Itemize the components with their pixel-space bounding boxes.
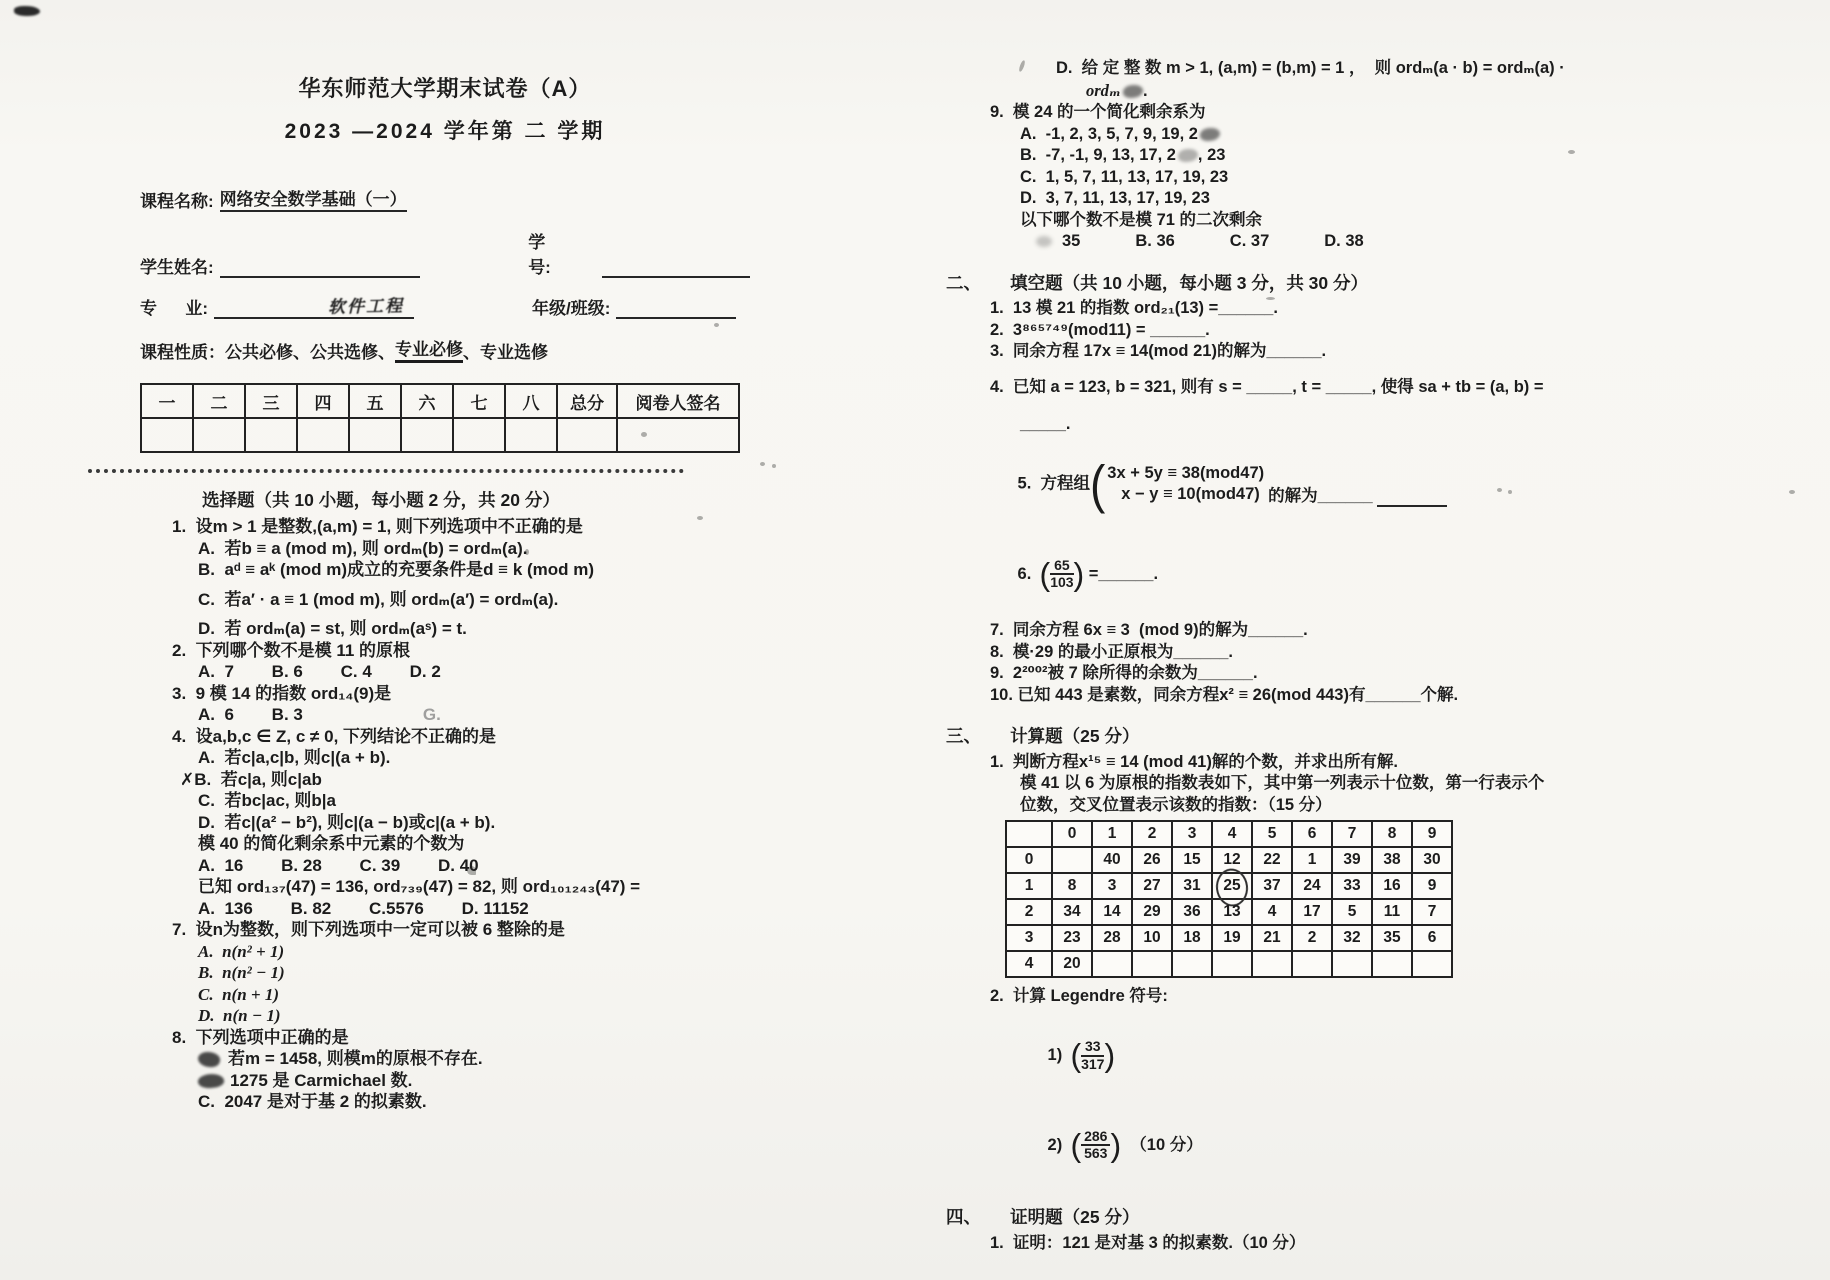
calc-q1-line3: 位数，交叉位置表示该数的指数：（15 分） bbox=[1020, 795, 1332, 814]
fraction-numerator: 286 bbox=[1081, 1129, 1110, 1146]
congruence-system bbox=[1089, 454, 1447, 514]
legendre-fraction-2 bbox=[1081, 1129, 1110, 1162]
right-column bbox=[878, 58, 1708, 1254]
choice-q1-option-b: B. aᵈ ≡ aᵏ (mod m)成立的充要条件是d ≡ k (mod m) bbox=[198, 560, 595, 579]
major-handwritten-value: 软件工程 bbox=[327, 296, 405, 317]
handwriting-scribble bbox=[197, 1072, 225, 1089]
choice-q8d-line2-period: . bbox=[1142, 81, 1148, 100]
choice-q10-options bbox=[878, 231, 1708, 253]
choice-q9: 9. 模 24 的一个简化剩余系为 bbox=[990, 103, 1206, 121]
choice-q4-option-b: ✗B. 若c|a, 则c|ab bbox=[180, 769, 322, 789]
handwriting-smudge bbox=[1200, 128, 1220, 141]
handwriting-scribble bbox=[197, 1050, 222, 1070]
erased-option-letter bbox=[1036, 236, 1052, 247]
index-table-cell: 22 bbox=[1252, 847, 1292, 873]
fill-q4-line2: _____. bbox=[1020, 415, 1071, 433]
fill-q8: 8. 模·29 的最小正原根为______. bbox=[990, 642, 1234, 661]
index-table-cell: 6 bbox=[1292, 821, 1332, 847]
choice-q9-option-b bbox=[878, 145, 1708, 167]
index-table-cell: 7 bbox=[1412, 899, 1452, 925]
score-table bbox=[140, 383, 740, 453]
index-table-cell: 38 bbox=[1372, 847, 1412, 873]
calc-q2-item2 bbox=[878, 1108, 1708, 1184]
choice-q7-option-a: A. n(n² + 1) bbox=[198, 941, 285, 961]
calc-q1-line2: 模 41 以 6 为原根的指数表如下，其中第一列表示十位数，第一行表示个 bbox=[1020, 774, 1545, 793]
choice-q8-option-a bbox=[140, 1048, 750, 1070]
grade-class-label: 年级/班级: bbox=[532, 299, 611, 318]
choice-q3-options-text: A. 6 B. 3 bbox=[198, 705, 303, 724]
choice-q6: 已知 ord₁₃₇(47) = 136, ord₇₃₉(47) = 82, 则 ord₁₀₁₂₄₃(47) = bbox=[198, 877, 641, 896]
index-table-cell bbox=[1252, 951, 1292, 977]
index-table-cell bbox=[1412, 951, 1452, 977]
proof-q1: 1. 证明：121 是对基 3 的拟素数.（10 分） bbox=[990, 1233, 1306, 1252]
index-table-cell: 17 bbox=[1292, 899, 1332, 925]
choice-q2: 2. 下列哪个数不是模 11 的原根 bbox=[172, 640, 411, 660]
fill-q10: 10. 已知 443 是素数，同余方程x² ≡ 26(mod 443)有______个解. bbox=[990, 685, 1459, 704]
index-table-cell bbox=[1372, 951, 1412, 977]
exam-title: 华东师范大学期末试卷（A） bbox=[298, 76, 592, 101]
section-choice-title: 选择题（共 10 小题，每小题 2 分，共 20 分） bbox=[202, 490, 560, 510]
course-name-value: 网络安全数学基础（一） bbox=[220, 185, 407, 212]
index-table-cell: 7 bbox=[1332, 821, 1372, 847]
choice-q1-option-a: A. 若b ≡ a (mod m), 则 ordₘ(b) = ordₘ(a). bbox=[198, 538, 528, 558]
index-table-cell: 4 bbox=[1006, 951, 1052, 977]
grade-class-blank bbox=[616, 301, 736, 319]
fill-q1: 1. 13 模 21 的指数 ord₂₁(13) =______. bbox=[990, 299, 1278, 317]
calc-q1-line1: 1. 判断方程x¹⁵ ≡ 14 (mod 41)解的个数，并求出所有解. bbox=[990, 752, 1398, 771]
choice-q7: 7. 设n为整数，则下列选项中一定可以被 6 整除的是 bbox=[172, 920, 565, 939]
form-row-course bbox=[140, 185, 750, 212]
choice-q6-options: A. 136 B. 82 C.5576 D. 11152 bbox=[198, 898, 529, 918]
index-table-cell: 5 bbox=[1332, 899, 1372, 925]
dotted-separator bbox=[88, 469, 684, 473]
score-table-cell: 四 bbox=[297, 384, 349, 418]
index-table-cell: 20 bbox=[1052, 951, 1092, 977]
close-paren: ) bbox=[1073, 556, 1085, 593]
index-table-cell: 23 bbox=[1052, 925, 1092, 951]
course-nature-marked: 专业必修 bbox=[395, 335, 463, 363]
fill-q7: 7. 同余方程 6x ≡ 3 (mod 9)的解为______. bbox=[990, 621, 1308, 640]
index-table-cell bbox=[1006, 821, 1052, 847]
section-calc-title: 三、 计算题（25 分） bbox=[946, 726, 1140, 747]
student-name-blank bbox=[220, 260, 420, 278]
scan-artifact bbox=[772, 464, 776, 468]
form-row-student bbox=[140, 228, 750, 278]
index-table-cell bbox=[1292, 951, 1332, 977]
score-table-cell: 三 bbox=[245, 384, 297, 418]
index-table-cell: 12 bbox=[1212, 847, 1252, 873]
choice-q3-options bbox=[140, 704, 750, 726]
index-table-cell: 30 bbox=[1412, 847, 1452, 873]
fill-q9: 9. 2²⁰⁰²被 7 除所得的余数为______. bbox=[990, 664, 1258, 683]
course-nature-pre: 课程性质：公共必修、公共选修、 bbox=[140, 343, 395, 362]
index-table-cell: 39 bbox=[1332, 847, 1372, 873]
handwriting-smudge bbox=[1123, 85, 1143, 98]
index-table-cell: 2 bbox=[1006, 899, 1052, 925]
choice-q8-option-b bbox=[140, 1070, 750, 1092]
index-table-cell: 25 bbox=[1212, 873, 1252, 899]
index-table-cell: 35 bbox=[1372, 925, 1412, 951]
index-table-cell bbox=[1052, 847, 1092, 873]
section-proof-title: 四、 证明题（25 分） bbox=[946, 1207, 1140, 1228]
score-table-cell bbox=[505, 418, 557, 452]
index-table-cell: 6 bbox=[1412, 925, 1452, 951]
item1-label: 1) bbox=[1047, 1046, 1063, 1065]
index-table-cell bbox=[1132, 951, 1172, 977]
fill-q6-number: 6. bbox=[1017, 564, 1032, 583]
choice-q7-option-b: B. n(n² − 1) bbox=[198, 963, 285, 982]
choice-q8d-line2 bbox=[878, 80, 1708, 103]
score-table-cell: 二 bbox=[193, 384, 245, 418]
index-table-cell: 11 bbox=[1372, 899, 1412, 925]
section-fill-title: 二、 填空题（共 10 小题，每小题 3 分，共 30 分） bbox=[946, 272, 1369, 293]
item2-label: 2) bbox=[1047, 1135, 1063, 1154]
score-table-cell bbox=[141, 418, 193, 452]
choice-q4: 4. 设a,b,c ∈ Z, c ≠ 0, 下列结论不正确的是 bbox=[172, 726, 497, 746]
choice-q9-option-c: C. 1, 5, 7, 11, 13, 17, 19, 23 bbox=[1020, 167, 1229, 186]
index-table-cell: 9 bbox=[1412, 873, 1452, 899]
left-column bbox=[140, 72, 750, 1113]
score-table-cell: 七 bbox=[453, 384, 505, 418]
fraction-numerator: 33 bbox=[1081, 1039, 1104, 1056]
choice-q7-option-c: C. n(n + 1) bbox=[198, 984, 280, 1004]
score-table-cell bbox=[557, 418, 617, 452]
choice-q8d-line2-text: ordₘ bbox=[1086, 80, 1121, 100]
exam-term: 2023 —2024 学年第 二 学期 bbox=[284, 120, 606, 143]
choice-q9-option-a-text: A. -1, 2, 3, 5, 7, 9, 19, 2 bbox=[1020, 124, 1198, 143]
score-table-cell bbox=[193, 418, 245, 452]
choice-q1-option-c: C. 若a′ · a ≡ 1 (mod m), 则 ordₘ(a′) = ordₘ(a). bbox=[198, 589, 559, 609]
index-table-cell: 16 bbox=[1372, 873, 1412, 899]
fill-q3: 3. 同余方程 17x ≡ 14(mod 21)的解为______. bbox=[990, 342, 1327, 360]
index-table-cell: 1 bbox=[1092, 821, 1132, 847]
scan-artifact bbox=[14, 6, 40, 16]
score-table-cell bbox=[245, 418, 297, 452]
score-table-cell: 八 bbox=[505, 384, 557, 418]
legendre-fraction bbox=[1050, 558, 1073, 591]
course-nature-post: 、专业选修 bbox=[463, 343, 548, 362]
index-table-cell bbox=[1172, 951, 1212, 977]
index-table-cell: 32 bbox=[1332, 925, 1372, 951]
fraction-denominator: 563 bbox=[1084, 1145, 1108, 1162]
legendre-fraction-1 bbox=[1081, 1039, 1104, 1072]
index-table-cell: 21 bbox=[1252, 925, 1292, 951]
index-table-cell: 2 bbox=[1132, 821, 1172, 847]
index-table-cell: 4 bbox=[1252, 899, 1292, 925]
index-table-cell: 2 bbox=[1292, 925, 1332, 951]
calc-q2-item1 bbox=[878, 1018, 1708, 1094]
choice-q4-option-d: D. 若c|(a² − b²), 则c|(a − b)或c|(a + b). bbox=[198, 812, 496, 832]
index-table-cell: 29 bbox=[1132, 899, 1172, 925]
score-table-cell: 总分 bbox=[557, 384, 617, 418]
index-table-cell: 3 bbox=[1172, 821, 1212, 847]
index-table-cell: 1 bbox=[1292, 847, 1332, 873]
fill-q5 bbox=[878, 440, 1708, 529]
form-row-major bbox=[140, 294, 750, 319]
index-table-cell: 3 bbox=[1006, 925, 1052, 951]
fill-q2: 2. 3⁸⁶⁵⁷⁴⁹(mod11) = ______. bbox=[990, 320, 1210, 339]
choice-q9-option-a bbox=[878, 124, 1708, 146]
choice-q8-option-a-text: 若m = 1458, 则模m的原根不存在. bbox=[228, 1049, 483, 1068]
index-table-cell: 18 bbox=[1172, 925, 1212, 951]
fraction-numerator: 65 bbox=[1050, 558, 1073, 575]
index-table-cell: 26 bbox=[1132, 847, 1172, 873]
index-table-cell: 8 bbox=[1372, 821, 1412, 847]
form-row-nature bbox=[140, 335, 750, 363]
index-table-cell: 37 bbox=[1252, 873, 1292, 899]
choice-q10-options-text: 35 B. 36 C. 37 D. 38 bbox=[1062, 232, 1364, 250]
choice-q5-options: A. 16 B. 28 C. 39 D. 40 bbox=[198, 855, 479, 875]
system-equation-1: 3x + 5y ≡ 38(mod47) bbox=[1107, 463, 1265, 482]
scan-artifact bbox=[1789, 490, 1795, 494]
handwriting-smudge bbox=[1178, 149, 1198, 162]
choice-q9-option-b-pre: B. -7, -1, 9, 13, 17, 2 bbox=[1020, 146, 1176, 164]
scan-artifact bbox=[760, 462, 765, 466]
index-table-cell: 5 bbox=[1252, 821, 1292, 847]
calc-q2: 2. 计算 Legendre 符号: bbox=[990, 987, 1168, 1006]
index-table-cell: 9 bbox=[1412, 821, 1452, 847]
index-table-cell: 8 bbox=[1052, 873, 1092, 899]
index-table-cell: 0 bbox=[1006, 847, 1052, 873]
index-table-cell: 10 bbox=[1132, 925, 1172, 951]
system-equation-2: x − y ≡ 10(mod47) bbox=[1121, 485, 1260, 503]
score-table-cell bbox=[401, 418, 453, 452]
score-table-cell: 一 bbox=[141, 384, 193, 418]
choice-q7-option-d: D. n(n − 1) bbox=[198, 1006, 281, 1025]
index-table-cell: 4 bbox=[1212, 821, 1252, 847]
choice-q8: 8. 下列选项中正确的是 bbox=[172, 1027, 349, 1047]
index-table-cell: 34 bbox=[1052, 899, 1092, 925]
open-paren: ( bbox=[1039, 556, 1051, 593]
index-table-cell: 15 bbox=[1172, 847, 1212, 873]
score-table-cell bbox=[297, 418, 349, 452]
choice-q1-option-d: D. 若 ordₘ(a) = st, 则 ordₘ(aˢ) = t. bbox=[198, 619, 467, 638]
index-table-cell: 28 bbox=[1092, 925, 1132, 951]
fill-q5-suffix: 的解为______ bbox=[1268, 486, 1373, 505]
choice-q1: 1. 设m > 1 是整数,(a,m) = 1, 则下列选项中不正确的是 bbox=[172, 517, 583, 536]
index-table-cell bbox=[1332, 951, 1372, 977]
choice-q3: 3. 9 模 14 的指数 ord₁₄(9)是 bbox=[172, 683, 392, 703]
choice-q4-option-a: A. 若c|a,c|b, 则c|(a + b). bbox=[198, 748, 391, 767]
index-table-cell: 14 bbox=[1092, 899, 1132, 925]
major-label: 专 业: bbox=[140, 299, 208, 318]
choice-q9-option-b-post: , 23 bbox=[1197, 146, 1226, 164]
choice-q5: 模 40 的简化剩余系中元素的个数为 bbox=[198, 834, 465, 853]
index-table-cell: 27 bbox=[1132, 873, 1172, 899]
index-table-cell: 31 bbox=[1172, 873, 1212, 899]
index-table-cell: 0 bbox=[1052, 821, 1092, 847]
choice-q8-option-b-text: 1275 是 Carmichael 数. bbox=[230, 1070, 413, 1090]
score-table-cell: 六 bbox=[401, 384, 453, 418]
student-id-label: 学 号: bbox=[528, 233, 574, 277]
fill-q5-label: 5. 方程组 bbox=[1017, 474, 1090, 493]
index-table-cell: 3 bbox=[1092, 873, 1132, 899]
score-table-cell: 阅卷人签名 bbox=[617, 384, 739, 418]
system-brace: ( bbox=[1089, 454, 1106, 514]
choice-q9-option-d: D. 3, 7, 11, 13, 17, 19, 23 bbox=[1020, 189, 1210, 207]
score-table-cell bbox=[617, 418, 739, 452]
fill-q6-suffix: =______. bbox=[1084, 564, 1159, 583]
student-name-label: 学生姓名: bbox=[140, 258, 214, 277]
choice-q8-option-c: C. 2047 是对于基 2 的拟素数. bbox=[198, 1092, 427, 1111]
open-paren: ( bbox=[1070, 1037, 1082, 1074]
fill-q4-line1: 4. 已知 a = 123, b = 321, 则有 s = _____, t = _____, 使得 sa + tb = (a, b) = bbox=[990, 377, 1544, 396]
index-table-cell bbox=[1092, 951, 1132, 977]
score-table-cell: 五 bbox=[349, 384, 401, 418]
choice-q10: 以下哪个数不是模 71 的二次剩余 bbox=[1020, 210, 1263, 229]
score-table-cell bbox=[349, 418, 401, 452]
index-table-cell: 19 bbox=[1212, 925, 1252, 951]
fraction-denominator: 103 bbox=[1050, 574, 1074, 591]
choice-q8d-line1: D. 给 定 整 数 m > 1, (a,m) = (b,m) = 1 ， 则 ordₘ(a · b) = ordₘ(a) · bbox=[1056, 59, 1565, 77]
index-table-cell: 13 bbox=[1212, 899, 1252, 925]
choice-q3-erased-option: G. bbox=[422, 705, 441, 724]
score-table-cell bbox=[453, 418, 505, 452]
index-table-cell: 40 bbox=[1092, 847, 1132, 873]
index-table-cell: 1 bbox=[1006, 873, 1052, 899]
index-table-cell: 36 bbox=[1172, 899, 1212, 925]
student-id-blank bbox=[602, 260, 751, 278]
item2-points: （10 分） bbox=[1121, 1135, 1203, 1154]
index-table-cell: 33 bbox=[1332, 873, 1372, 899]
index-table-cell bbox=[1212, 951, 1252, 977]
fill-q6 bbox=[878, 537, 1708, 613]
close-paren: ) bbox=[1110, 1127, 1122, 1164]
choice-q4-option-c: C. 若bc|ac, 则b|a bbox=[198, 791, 336, 810]
choice-q2-options: A. 7 B. 6 C. 4 D. 2 bbox=[198, 662, 441, 681]
open-paren: ( bbox=[1070, 1127, 1082, 1164]
course-name-label: 课程名称: bbox=[140, 192, 214, 211]
close-paren: ) bbox=[1104, 1037, 1116, 1074]
index-table bbox=[1005, 820, 1453, 978]
index-table-cell: 24 bbox=[1292, 873, 1332, 899]
blank-line bbox=[1377, 489, 1447, 507]
fraction-denominator: 317 bbox=[1081, 1055, 1105, 1072]
